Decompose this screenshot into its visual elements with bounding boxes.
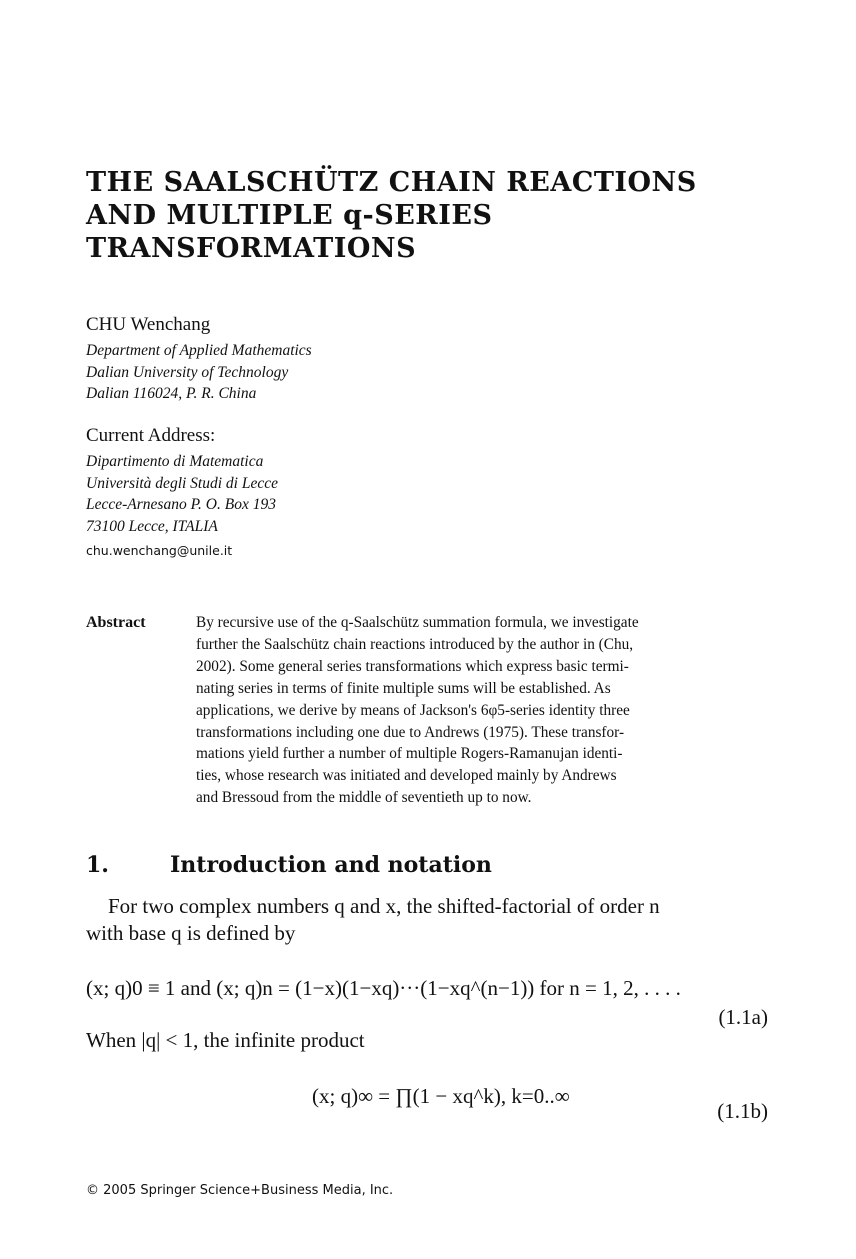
abstract-line: 2002). Some general series transformations which express basic termi-	[196, 657, 629, 675]
abstract-line: By recursive use of the q-Saalschütz summation formula, we investigate	[196, 614, 639, 631]
address-line: 73100 Lecce, ITALIA	[86, 518, 218, 536]
paragraph-line: When |q| < 1, the infinite product	[86, 1028, 365, 1052]
affiliation	[86, 340, 312, 405]
author-name: CHU Wenchang	[86, 314, 211, 335]
abstract-label: Abstract	[86, 614, 146, 631]
current-address	[86, 451, 278, 538]
abstract-line: ties, whose research was initiated and developed mainly by Andrews	[196, 767, 617, 785]
affiliation-line: Dalian University of Technology	[86, 363, 289, 381]
copyright-notice: © 2005 Springer Science+Business Media, Inc.	[86, 1183, 394, 1198]
current-address-label: Current Address:	[86, 425, 216, 446]
paragraph-line: with base q is defined by	[86, 921, 296, 945]
equation-1-1b: (x; q)∞ = ∏(1 − xq^k), k=0..∞	[312, 1084, 570, 1108]
equation-tag-1-1b: (1.1b)	[717, 1099, 768, 1123]
section-number: 1.	[86, 852, 109, 878]
abstract-text	[196, 612, 768, 809]
abstract-line: mations yield further a number of multiple Rogers-Ramanujan identi-	[196, 745, 623, 763]
abstract-line: and Bressoud from the middle of seventieth up to now.	[196, 789, 532, 807]
email-address: chu.wenchang@unile.it	[86, 543, 233, 558]
title-line-1: THE SAALSCHÜTZ CHAIN REACTIONS	[86, 167, 697, 198]
section-title: Introduction and notation	[170, 852, 492, 878]
abstract-line: nating series in terms of finite multiple sums will be established. As	[196, 679, 611, 697]
abstract-line: transformations including one due to Andrews (1975). These transfor-	[196, 723, 625, 741]
abstract-line: further the Saalschütz chain reactions introduced by the author in (Chu,	[196, 635, 634, 653]
title-line-2: AND MULTIPLE q-SERIES	[86, 200, 493, 231]
equation-tag-1-1a: (1.1a)	[718, 1005, 768, 1029]
title-line-3: TRANSFORMATIONS	[86, 233, 417, 264]
address-line: Università degli Studi di Lecce	[86, 474, 278, 492]
paper-title	[86, 166, 806, 265]
abstract-line: applications, we derive by means of Jackson's 6φ5-series identity three	[196, 701, 630, 719]
address-line: Dipartimento di Matematica	[86, 453, 264, 470]
affiliation-line: Dalian 116024, P. R. China	[86, 385, 257, 402]
equation-1-1a: (x; q)0 ≡ 1 and (x; q)n = (1−x)(1−xq)···(1−xq^(n−1)) for n = 1, 2, . . . .	[86, 976, 681, 1000]
address-line: Lecce-Arnesano P. O. Box 193	[86, 496, 276, 514]
paragraph-line: For two complex numbers q and x, the shifted-factorial of order n	[108, 894, 660, 918]
affiliation-line: Department of Applied Mathematics	[86, 342, 312, 359]
